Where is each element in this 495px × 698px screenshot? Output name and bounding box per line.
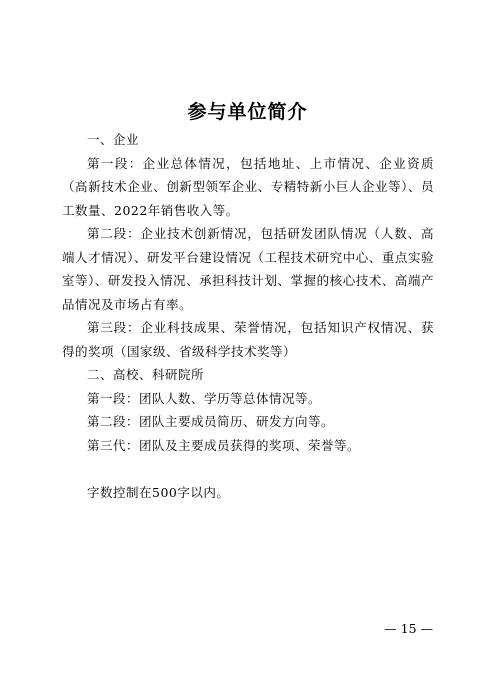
paragraph-team-awards: 第三代：团队及主要成员获得的奖项、荣誉等。 [87,437,361,453]
section-heading-universities: 二、高校、科研院所 [87,367,205,382]
paragraph-team-overview: 第一段：团队人数、学历等总体情况等。 [87,390,322,406]
paragraph-team-members: 第二段：团队主要成员简历、研发方向等。 [87,414,335,429]
document-body [62,128,434,504]
word-limit-note: 字数控制在500字以内。 [87,484,230,500]
section-heading-enterprise: 一、企业 [87,132,140,147]
document-title: 参与单位简介 [187,101,308,123]
page-number: — 15 — [384,621,433,636]
paragraph-enterprise-innovation: 第二段：企业技术创新情况，包括研发团队情况（人数、高端人才情况）、研发平台建设情况（工程技术研究中心、重点实验室等）、研发投入情况、承担科技计划、掌握的核心技术、高端产品情况及市场占有率。 [62,226,434,312]
paragraph-enterprise-overview: 第一段：企业总体情况，包括地址、上市情况、企业资质（高新技术企业、创新型领军企业、专精特新小巨人企业等）、员工数量、2022年销售收入等。 [62,155,434,218]
paragraph-enterprise-achievements: 第三段：企业科技成果、荣誉情况，包括知识产权情况、获得的奖项（国家级、省级科学技术奖等） [62,320,434,359]
